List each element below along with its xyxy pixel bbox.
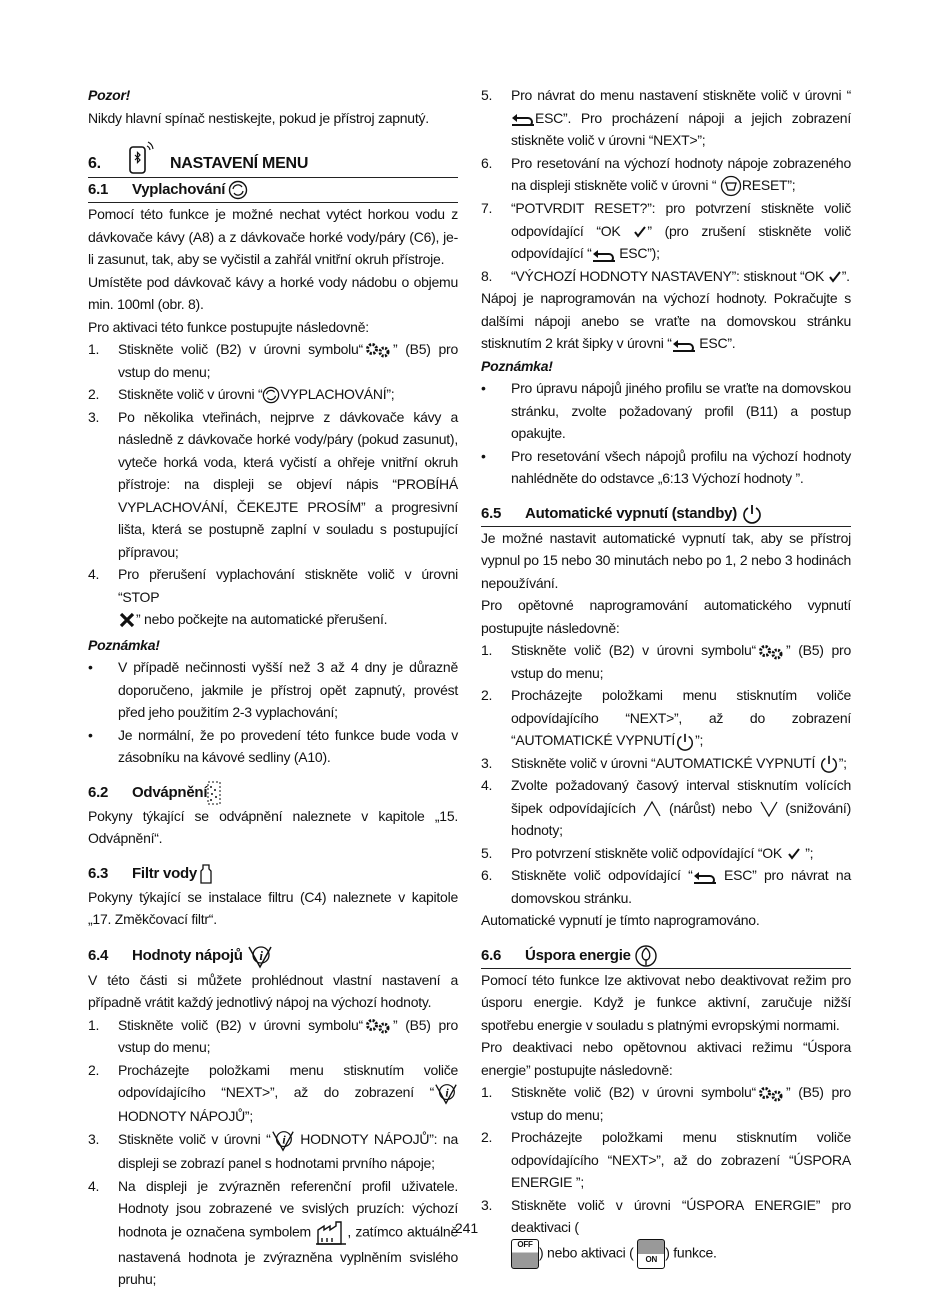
gears-icon <box>756 1085 786 1103</box>
info-icon <box>434 1081 458 1105</box>
power-icon <box>675 732 695 752</box>
list-item: 1. Stiskněte volič (B2) v úrovni symbolu“ ” (B5) pro vstup do menu; <box>88 341 458 380</box>
left-column: Pozor! Nikdy hlavní spínač nestiskejte, pokud je přístroj zapnutý. 6. NASTAVENÍ MENU 6.1 Vyplachování Pomocí této funkce je možné nechat vytéct horkou vodu z dávkovače kávy (A8) a z dávkovače horké vody/páry (C6), je-li zasunut, tak, aby se vyčistil a zahřál vnitřní okruh přístroje. Umístěte pod dávkovač kávy a horké vody nádobu o objemu min. 100ml (obr. 8). Pro aktivaci této funkce postupujte následovně: 1. Stiskněte volič (B2) v úrovni symbolu“ ” (B5) pro vstup do menu; 2. Stiskněte volič v úrovni “ VYPLACHOVÁNÍ”; 3. Po několika vteřinách, nejprve z dávkovače kávy a následně z dávkovače horké vody/páry (pokud zasunut), vyteče horká voda, která vyčistí a ohřeje vnitřní okruh přístroje: na displeji se objeví nápis “PROBÍHÁ VYPLACHOVÁNÍ, ČEKEJTE PROSÍM” a progresivní lišta, která se postupně zaplní v souladu s postupující přípravou; 4. Pro přerušení vyplachování stiskněte volič v úrovni “STOP ” nebo počkejte na automatické přerušení. Poznámka! • V případě nečinnosti vyšší než 3 až 4 dny je důrazně doporučeno, jakmile je přístroj opět zapnutý, provést před jeho použitím 2-3 vyplachování; • Je normální, že po provedení této funkce bude voda v zásobníku na kávové sedliny (A10). 6.2 Odvápnění Pokyny týkající se odvápnění naleznete v kapitole „15. Odvápnění“. 6.3 Filtr vody Pokyny týkající se instalace filtru (C4) naleznete v kapitole „17. Změkčovací filtr“. 6.4 Hodnoty nápojů i V této části si můžete prohlédnout vlastní nastavení a případně vrátit každý jednotlivý nápoj na výchozí hodnoty. 1. Stiskněte volič (B2) v úrovni symbolu“ ” (B5) pro vstup do menu; 2. Procházejte položkami menu stisknutím voliče odpovídajícího “NEXT>”, až do zobrazení “ i HODNOTY NÁPOJŮ”; 3. Stiskněte volič v úrovni “ i HODNOTY NÁPOJŮ”: na displeji se zobrazí panel s hodnotami prvního nápoje; 4. Na displeji je zvýrazněn referenční profil uživatele. Hodnoty jsou zobrazené ve svislých pruzích: výchozí hodnota je označena symbolem , zatímco aktuálně nastavená hodnota je zvýrazněna vyplněním svislého pruhu; <box>88 84 458 1291</box>
list-item: 4. Pro přerušení vyplachování stiskněte volič v úrovni “STOP ” nebo počkejte na automatické přerušení. <box>88 566 458 627</box>
list-item: 3. Stiskněte volič v úrovni “AUTOMATICKÉ VYPNUTÍ ”; <box>481 752 851 775</box>
back-arrow-icon <box>693 870 717 884</box>
section-6-6-heading: 6.6 Úspora energie <box>481 944 851 969</box>
back-arrow-icon <box>592 248 616 262</box>
list-item: 1. Stiskněte volič (B2) v úrovni symbolu“ ” (B5) pro vstup do menu; <box>481 642 851 681</box>
leaf-energy-icon <box>634 944 658 968</box>
list-item: 5. Pro návrat do menu nastavení stiskněte volič v úrovni “ ESC”. Pro procházení nápoji a jejich zobrazení stiskněte volič v úrovni “NEXT>”; <box>481 87 851 148</box>
warning-title: Pozor! <box>88 87 131 103</box>
water-filter-icon <box>200 863 212 885</box>
rinse-icon <box>228 180 248 200</box>
right-column: 5. Pro návrat do menu nastavení stiskněte volič v úrovni “ ESC”. Pro procházení nápoji a jejich zobrazení stiskněte volič v úrovni “NEXT>”; 6. Pro resetování na výchozí hodnoty nápoje zobrazeného na displeji stiskněte volič v úrovni “ RESET”; 7. “POTVRDIT RESET?”: pro potvrzení stiskněte volič odpovídající “OK ” (pro zrušení stiskněte volič odpovídající “ ESC”); 8. “VÝCHOZÍ HODNOTY NASTAVENY”: stisknout “OK ”. Nápoj je naprogramován na výchozí hodnoty. Pokračujte s dalšími nápoji anebo se vraťte na domovskou stránku stisknutím 2 krát šipky v úrovni “ ESC”. Poznámka! • Pro úpravu nápojů jiného profilu se vraťte na domovskou stránku, zvolte požadovaný profil (B11) a postup opakujte. • Pro resetování všech nápojů profilu na výchozí hodnoty nahlédněte do odstavce „6:13 Výchozí hodnoty ”. 6.5 Automatické vypnutí (standby) Je možné nastavit automatické vypnutí tak, aby se přístroj vypnul po 15 nebo 30 minutách nebo po 1, 2 nebo 3 hodinách nepoužívání. Pro opětovné naprogramování automatického vypnutí postupujte následovně: 1. Stiskněte volič (B2) v úrovni symbolu“ ” (B5) pro vstup do menu; 2. Procházejte položkami menu stisknutím voliče odpovídajícího “NEXT>”, až do zobrazení “AUTOMATICKÉ VYPNUTÍ ”; 3. Stiskněte volič v úrovni “AUTOMATICKÉ VYPNUTÍ ”; 4. Zvolte požadovaný časový interval stisknutím volících šipek odpovídajících (nárůst) nebo (snižování) hodnoty; 5. Pro potvrzení stiskněte volič odpovídající “OK ”; 6. Stiskněte volič odpovídající “ ESC” pro návrat na domovskou stránku. Automatické vypnutí je tímto naprogramováno. 6.6 Úspora energie Pomocí této funkce lze aktivovat nebo deaktivovat režim pro úsporu energie. Když je funkce aktivní, zaručuje nižší spotřebu energie v souladu s platnými evropskými normami. Pro deaktivaci nebo opětovnou aktivaci režimu “Úspora energie” postupujte následovně: 1. Stiskněte volič (B2) v úrovni symbolu“ ” (B5) pro vstup do menu; 2. Procházejte položkami menu stisknutím voliče odpovídajícího “NEXT>”, až do zobrazení “ÚSPORA ENERGIE ”; 3. Stiskněte volič v úrovni “ÚSPORA ENERGIE” pro deaktivaci ( OFF ) nebo aktivaci ( ON ) funkce. <box>481 84 851 1269</box>
list-item: 3. Po několika vteřinách, nejprve z dávkovače kávy a následně z dávkovače horké vody/páry (pokud zasunut), vyteče horká voda, která vyčistí a ohřeje vnitřní okruh přístroje: na displeji se objeví nápis “PROBÍHÁ VYPLACHOVÁNÍ, ČEKEJTE PROSÍM” a progresivní lišta, která se postupně zaplní v souladu s postupující přípravou; <box>88 408 458 560</box>
list-item: 2. Stiskněte volič v úrovni “ VYPLACHOVÁNÍ”; <box>88 383 458 406</box>
gears-icon <box>363 1017 393 1035</box>
checkmark-icon <box>786 847 802 861</box>
phone-bluetooth-icon <box>128 141 154 175</box>
power-icon <box>741 503 763 525</box>
bullet-item: • V případě nečinnosti vyšší než 3 až 4 dny je důrazně doporučeno, jakmile je přístroj opět zapnutý, provést před jeho použitím 2-3 vyplachování; <box>88 659 458 720</box>
list-item: 3. Stiskněte volič v úrovni “ i HODNOTY NÁPOJŮ”: na displeji se zobrazí panel s hodnotami prvního nápoje; <box>88 1128 458 1175</box>
svg-text:i: i <box>281 1132 286 1147</box>
list-item: 1. Stiskněte volič (B2) v úrovni symbolu“ ” (B5) pro vstup do menu; <box>481 1084 851 1123</box>
rinse-icon <box>262 386 280 404</box>
bullet-item: • Pro resetování všech nápojů profilu na výchozí hodnoty nahlédněte do odstavce „6:13 Výchozí hodnoty ”. <box>481 447 851 487</box>
list-item: 7. “POTVRDIT RESET?”: pro potvrzení stiskněte volič odpovídající “OK ” (pro zrušení stiskněte volič odpovídající “ ESC”); <box>481 200 851 262</box>
list-item: 2. Procházejte položkami menu stisknutím voliče odpovídajícího “NEXT>”, až do zobrazení “AUTOMATICKÉ VYPNUTÍ ”; <box>481 684 851 752</box>
back-arrow-icon <box>672 338 696 352</box>
gears-icon <box>363 341 393 359</box>
stop-x-icon <box>118 612 136 628</box>
warning-text: Nikdy hlavní spínač nestiskejte, pokud je přístroj zapnutý. <box>88 109 429 126</box>
list-item: 3. Stiskněte volič v úrovni “ÚSPORA ENERGIE” pro deaktivaci ( OFF ) nebo aktivaci ( ON ) funkce. <box>481 1194 851 1269</box>
checkmark-icon <box>828 270 842 284</box>
section-6-3-heading: 6.3 Filtr vody <box>88 862 458 886</box>
arrow-up-icon <box>642 800 662 818</box>
note-title: Poznámka! <box>88 636 160 653</box>
back-arrow-icon <box>511 112 535 126</box>
section-6-heading: 6. NASTAVENÍ MENU <box>88 139 458 178</box>
reset-cup-icon <box>720 175 742 197</box>
on-toggle-icon: ON <box>637 1239 665 1269</box>
svg-text:i: i <box>445 1085 449 1100</box>
list-item: 2. Procházejte položkami menu stisknutím voliče odpovídajícího “NEXT>”, až do zobrazení “ i HODNOTY NÁPOJŮ”; <box>88 1061 458 1125</box>
gears-icon <box>756 643 786 661</box>
list-item: 1. Stiskněte volič (B2) v úrovni symbolu“ ” (B5) pro vstup do menu; <box>88 1016 458 1055</box>
descale-icon <box>207 781 221 805</box>
list-item: 4. Zvolte požadovaný časový interval stisknutím volících šipek odpovídajících (nárůst) nebo (snižování) hodnoty; <box>481 777 851 839</box>
info-icon <box>271 1128 295 1152</box>
checkmark-icon <box>633 225 647 239</box>
bullet-item: • Je normální, že po provedení této funkce bude voda v zásobníku na kávové sedliny (A10). <box>88 726 458 765</box>
info-icon <box>247 943 273 969</box>
list-item: 6. Pro resetování na výchozí hodnoty nápoje zobrazeného na displeji stiskněte volič v úrovni “ RESET”; <box>481 152 851 198</box>
off-toggle-icon: OFF <box>511 1239 539 1269</box>
section-6-1-heading: 6.1 Vyplachování <box>88 178 458 203</box>
section-6-5-heading: 6.5 Automatické vypnutí (standby) <box>481 502 851 527</box>
section-6-2-heading: 6.2 Odvápnění <box>88 781 458 805</box>
list-item: 5. Pro potvrzení stiskněte volič odpovídající “OK ”; <box>481 844 814 861</box>
power-icon <box>819 754 839 774</box>
arrow-down-icon <box>759 800 779 818</box>
list-item: 6. Stiskněte volič odpovídající “ ESC” pro návrat na domovskou stránku. <box>481 867 852 906</box>
bullet-item: • Pro úpravu nápojů jiného profilu se vraťte na domovskou stránku, zvolte požadovaný profil (B11) a postup opakujte. <box>481 380 851 442</box>
note-title: Poznámka! <box>481 357 553 374</box>
svg-text:i: i <box>258 947 263 963</box>
list-item: 8. “VÝCHOZÍ HODNOTY NASTAVENY”: stisknout “OK ”. <box>481 267 850 284</box>
page-number: 241 <box>454 1220 479 1236</box>
list-item: 2. Procházejte položkami menu stisknutím voliče odpovídajícího “NEXT>”, až do zobrazení “ÚSPORA ENERGIE ”; <box>481 1129 851 1191</box>
section-6-title: NASTAVENÍ MENU <box>170 154 309 172</box>
list-item: 4. Na displeji je zvýrazněn referenční profil uživatele. Hodnoty jsou zobrazené ve svislých pruzích: výchozí hodnota je označena symbolem , zatímco aktuálně nastavená hodnota je zvýrazněna vyplněním svislého pruhu; <box>88 1177 458 1288</box>
section-6-4-heading: 6.4 Hodnoty nápojů i <box>88 943 458 969</box>
